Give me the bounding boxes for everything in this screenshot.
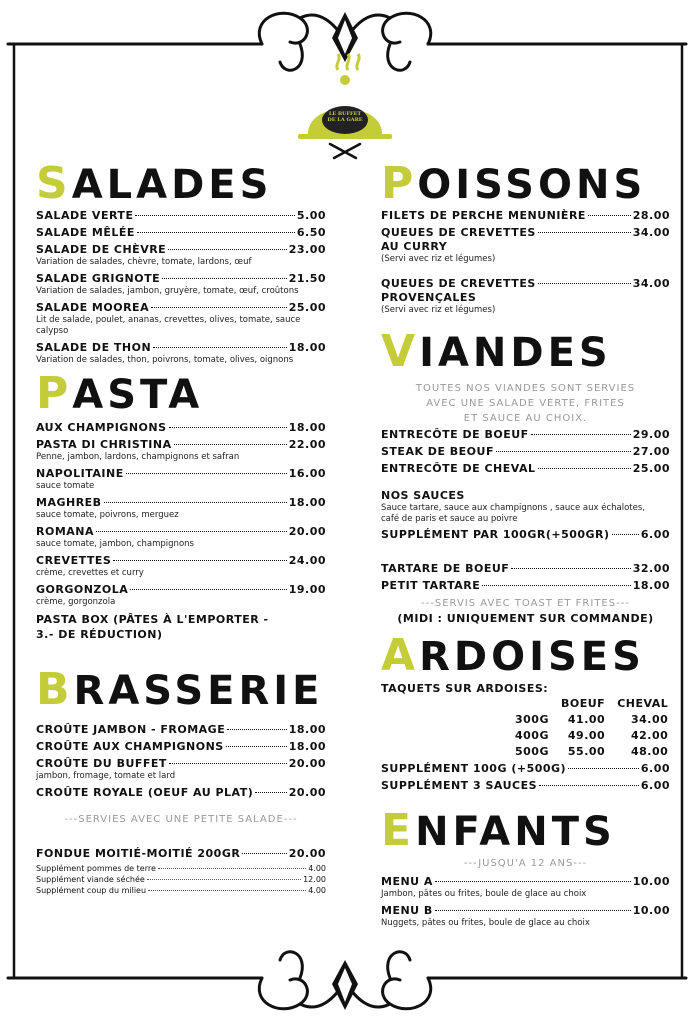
ardoises-row (509, 728, 674, 744)
item-price: 4.00 (308, 864, 326, 873)
item-name: SUPPLÉMENT 100G (+500G) (381, 762, 567, 775)
supplement-row (36, 874, 326, 885)
item-description: Nuggets, pâtes ou frites, boule de glace au choix (381, 918, 590, 928)
item-description: Variation de salades, chèvre, tomate, lardons, œuf (36, 257, 252, 267)
item-name: CROÛTE JAMBON - FROMAGE (36, 723, 226, 736)
item-name: GORGONZOLA (36, 583, 129, 596)
item-description: sauce tomate (36, 481, 95, 491)
menu-item-row (381, 579, 670, 593)
item-price: 19.00 (288, 583, 326, 596)
dot-leader (435, 881, 631, 882)
menu-item-row (36, 525, 326, 539)
ardoises-cell-cheval: 34.00 (631, 713, 669, 726)
menu-item (36, 496, 326, 521)
dot-leader (147, 879, 301, 880)
dot-leader (151, 307, 287, 308)
item-price: 25.00 (288, 301, 326, 314)
menu-item-row (36, 554, 326, 568)
menu-item-row (381, 762, 670, 776)
menu-item (36, 421, 326, 435)
dot-leader (538, 232, 631, 233)
ardoises-row (509, 744, 674, 760)
dot-leader (130, 589, 286, 590)
sauces-list: Sauce tartare, sauce aux champignons , sauce aux échalotes, café de paris et sauce au poivre (381, 503, 645, 524)
item-price: 20.00 (288, 525, 326, 538)
menu-item-row (36, 226, 326, 240)
item-price: 12.00 (303, 875, 326, 884)
right-column (381, 160, 670, 933)
dot-leader (539, 785, 639, 786)
menu-item-row (36, 438, 326, 452)
item-price: 29.00 (632, 428, 670, 441)
dot-leader (435, 910, 631, 911)
item-price: 25.00 (632, 462, 670, 475)
item-name: Supplément pommes de terre (36, 864, 156, 873)
item-price: 21.50 (288, 272, 326, 285)
dot-leader (588, 215, 631, 216)
dot-leader (227, 729, 286, 730)
ardoises-cell-w: 400G (515, 729, 549, 742)
menu-item (381, 562, 670, 576)
dot-leader (482, 585, 630, 586)
menu-item-row (381, 462, 670, 476)
section-pasta (36, 370, 326, 642)
enfants-list (381, 875, 670, 929)
menu-item (381, 579, 670, 593)
dot-leader (96, 531, 287, 532)
ardoises-table (509, 696, 674, 760)
section-poissons (381, 160, 670, 316)
menu-item (381, 875, 670, 900)
menu-item-row (36, 583, 326, 597)
menu-item-row (36, 301, 326, 315)
menu-item (36, 438, 326, 463)
item-price: 34.00 (632, 226, 670, 239)
menu-item (381, 428, 670, 442)
toast-note: ---SERVIS AVEC TOAST ET FRITES--- (421, 598, 630, 609)
dot-leader (226, 746, 287, 747)
item-name: SUPPLÉMENT 3 SAUCES (381, 779, 538, 792)
item-price: 18.00 (288, 740, 326, 753)
section-brasserie (36, 666, 326, 896)
dot-leader (568, 768, 639, 769)
ardoises-header-boeuf: BOEUF (561, 697, 606, 710)
dot-leader (162, 278, 287, 279)
pasta-box-note: PASTA BOX (PÂTES À L'EMPORTER - 3.- DE RÉDUCTION) (36, 613, 269, 641)
dot-leader (174, 444, 287, 445)
fondue-row: FONDUE MOITIÉ-MOITIÉ 200GR 20.00 (36, 847, 326, 860)
item-price: 27.00 (632, 445, 670, 458)
menu-item-row (36, 467, 326, 481)
item-name: MENU B (381, 904, 433, 917)
menu-item-row (381, 875, 670, 889)
item-name: SALADE MÊLÉE (36, 226, 135, 239)
dot-leader (168, 249, 287, 250)
item-name: ROMANA (36, 525, 94, 538)
menu-item (36, 226, 326, 240)
item-description: sauce tomate, poivrons, merguez (36, 510, 179, 520)
menu-item-row (381, 904, 670, 918)
menu-item-row (36, 786, 326, 800)
menu-item-row (36, 421, 326, 435)
enfants-note: ---JUSQU'A 12 ANS--- (463, 858, 588, 869)
item-description: crème, crevettes et curry (36, 568, 144, 578)
item-price: 6.50 (296, 226, 326, 239)
menu-item-row (36, 272, 326, 286)
item-price: 10.00 (632, 904, 670, 917)
menu-item-row (381, 562, 670, 576)
item-price: 18.00 (632, 579, 670, 592)
ardoises-cell-cheval: 48.00 (631, 745, 669, 758)
menu-item-row (381, 209, 670, 223)
item-price: 22.00 (288, 438, 326, 451)
menu-item-row (381, 226, 670, 240)
item-price: 23.00 (288, 243, 326, 256)
item-name: QUEUES DE CREVETTES (381, 277, 536, 290)
item-name: PETIT TARTARE (381, 579, 481, 592)
item-name: ENTRECÔTE DE BOEUF (381, 428, 529, 441)
menu-item-row (36, 757, 326, 771)
item-description: (Servi avec riz et légumes) (381, 305, 496, 315)
menu-item (36, 341, 326, 366)
menu-item (381, 779, 670, 793)
item-price: 6.00 (640, 779, 670, 792)
dot-leader (104, 502, 287, 503)
item-price: 18.00 (288, 723, 326, 736)
item-name: STEAK DE BEOUF (381, 445, 494, 458)
ardoises-cell-boeuf: 41.00 (567, 713, 606, 726)
tartare-list (381, 562, 670, 593)
item-price: 18.00 (288, 421, 326, 434)
menu-item (36, 757, 326, 782)
item-price: 5.00 (296, 209, 326, 222)
dot-leader (538, 283, 631, 284)
ardoises-cell-boeuf: 49.00 (567, 729, 606, 742)
menu-item (381, 762, 670, 776)
menu-item (36, 272, 326, 297)
item-price: 18.00 (288, 496, 326, 509)
brasserie-note: ---SERVIES AVEC UNE PETITE SALADE--- (64, 814, 298, 825)
menu-item (381, 226, 670, 265)
item-price: 18.00 (288, 341, 326, 354)
logo-cloche-icon (298, 54, 392, 158)
item-name-line2: AU CURRY (381, 240, 448, 253)
brasserie-list (36, 723, 326, 800)
item-name: TARTARE DE BOEUF (381, 562, 510, 575)
menu-item-row (36, 243, 326, 257)
dot-leader (158, 868, 306, 869)
menu-item-row (36, 496, 326, 510)
menu-item-row (36, 209, 326, 223)
item-name: SALADE GRIGNOTE (36, 272, 161, 285)
item-price: 20.00 (288, 786, 326, 799)
item-name: SALADE DE THON (36, 341, 152, 354)
menu-item (36, 554, 326, 579)
item-name: MAGHREB (36, 496, 102, 509)
dot-leader (531, 434, 631, 435)
logo-text (322, 111, 368, 123)
left-column (36, 160, 326, 896)
item-name: SALADE VERTE (36, 209, 134, 222)
sauces-title: NOS SAUCES (381, 489, 465, 502)
dot-leader (169, 427, 287, 428)
item-name: SALADE DE CHÈVRE (36, 243, 167, 256)
menu-item (36, 525, 326, 550)
poissons-list (381, 209, 670, 316)
dot-leader (496, 451, 631, 452)
item-description: Penne, jambon, lardons, champignons et safran (36, 452, 240, 462)
item-price: 34.00 (632, 277, 670, 290)
item-name: PASTA DI CHRISTINA (36, 438, 172, 451)
item-price: 6.00 (640, 762, 670, 775)
section-enfants (381, 807, 670, 929)
item-name: QUEUES DE CREVETTES (381, 226, 536, 239)
midi-note: (MIDI : UNIQUEMENT SUR COMMANDE) (397, 612, 654, 625)
ardoises-cell-boeuf: 55.00 (567, 745, 606, 758)
menu-item-row (381, 779, 670, 793)
section-ardoises (381, 632, 670, 793)
item-description: jambon, fromage, tomate et lard (36, 771, 176, 781)
section-title-pasta: PASTA (36, 368, 204, 419)
menu-item (381, 277, 670, 316)
item-name-line2: PROVENÇALES (381, 291, 477, 304)
logo-line-1: LE BUFFET (328, 111, 362, 117)
item-description: crème, gorgonzola (36, 597, 116, 607)
menu-item (381, 462, 670, 476)
salades-list (36, 209, 326, 366)
item-name: CROÛTE DU BUFFET (36, 757, 167, 770)
item-name: AUX CHAMPIGNONS (36, 421, 167, 434)
dot-leader (538, 468, 631, 469)
item-name: SALADE MOOREA (36, 301, 150, 314)
menu-item-row (381, 445, 670, 459)
ardoises-cell-w: 300G (515, 713, 549, 726)
item-name: NAPOLITAINE (36, 467, 124, 480)
brasserie-supplements (36, 863, 326, 896)
dot-leader (148, 890, 306, 891)
dot-leader (169, 763, 287, 764)
ardoises-cell-w: 500G (515, 745, 549, 758)
menu-item (36, 301, 326, 337)
item-price: 4.00 (308, 886, 326, 895)
dot-leader (255, 792, 286, 793)
viandes-list (381, 428, 670, 476)
pasta-list (36, 421, 326, 608)
item-price: 28.00 (632, 209, 670, 222)
dot-leader (511, 568, 630, 569)
section-title-ardoises: ARDOISES (381, 630, 645, 681)
item-description: Variation de salades, jambon, gruyère, tomate, œuf, croûtons (36, 286, 299, 296)
item-description: sauce tomate, jambon, champignons (36, 539, 194, 549)
menu-item (381, 209, 670, 223)
ardoises-row (509, 712, 674, 728)
item-name: CROÛTE AUX CHAMPIGNONS (36, 740, 224, 753)
dot-leader (135, 215, 294, 216)
ardoises-header-cheval: CHEVAL (617, 697, 669, 710)
dot-leader (153, 347, 287, 348)
item-description: Lit de salade, poulet, ananas, crevettes, olives, tomate, sauce calypso (36, 315, 301, 336)
item-name: MENU A (381, 875, 433, 888)
menu-item (36, 467, 326, 492)
section-title-viandes: VIANDES (381, 326, 612, 377)
section-title-poissons: POISSONS (381, 158, 647, 209)
ardoises-cell-cheval: 42.00 (631, 729, 669, 742)
menu-item-row (36, 723, 326, 737)
menu-item (36, 243, 326, 268)
menu-item-row (36, 740, 326, 754)
section-title-salades: SALADES (36, 158, 273, 209)
fork-knife-icon (330, 144, 360, 158)
item-price: 20.00 (288, 757, 326, 770)
section-title-brasserie: BRASSERIE (36, 664, 324, 715)
item-name: Supplément coup du milieu (36, 886, 147, 895)
item-price: 24.00 (288, 554, 326, 567)
viandes-supplement-row: SUPPLÉMENT PAR 100GR(+500GR) 6.00 (381, 528, 670, 541)
section-salades (36, 160, 326, 366)
menu-item (36, 209, 326, 223)
menu-item-row (381, 277, 670, 291)
menu-item (36, 723, 326, 737)
menu-item (36, 740, 326, 754)
item-name: Supplément viande séchée (36, 875, 145, 884)
menu-item (36, 786, 326, 800)
dot-leader (137, 232, 295, 233)
section-viandes (381, 328, 670, 626)
menu-item (381, 445, 670, 459)
menu-item-row (381, 428, 670, 442)
menu-item (381, 904, 670, 929)
item-name: CREVETTES (36, 554, 112, 567)
section-title-enfants: ENFANTS (381, 805, 616, 856)
dot-leader (113, 560, 286, 561)
ardoises-supplements (381, 762, 670, 793)
dot-leader (126, 473, 287, 474)
viandes-note: TOUTES NOS VIANDES SONT SERVIES AVEC UNE SALADE VERTE, FRITES ET SAUCE AU CHOIX. (415, 383, 636, 424)
item-price: 10.00 (632, 875, 670, 888)
item-price: 16.00 (288, 467, 326, 480)
item-description: Variation de salades, thon, poivrons, tomate, olives, oignons (36, 355, 294, 365)
logo-line-2: DE LA GARE (327, 117, 363, 123)
item-price: 32.00 (632, 562, 670, 575)
supplement-row (36, 885, 326, 896)
menu-item (36, 583, 326, 608)
item-description: Jambon, pâtes ou frites, boule de glace au choix (381, 889, 587, 899)
item-name: ENTRECÔTE DE CHEVAL (381, 462, 536, 475)
item-name: CROÛTE ROYALE (OEUF AU PLAT) (36, 786, 254, 799)
supplement-row (36, 863, 326, 874)
item-description: (Servi avec riz et légumes) (381, 254, 496, 264)
menu-item-row (36, 341, 326, 355)
ardoises-subtitle: TAQUETS SUR ARDOISES: (381, 682, 549, 695)
item-name: FILETS DE PERCHE MENUNIÈRE (381, 209, 586, 222)
